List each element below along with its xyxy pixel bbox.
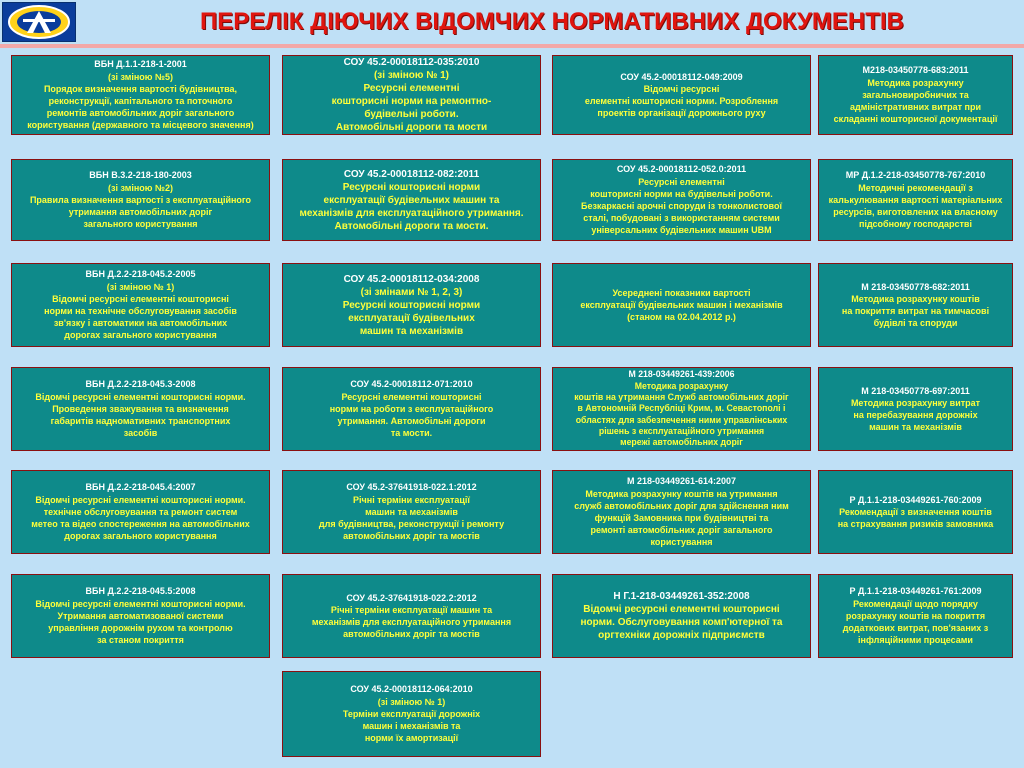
document-description-line: інфляційними процесами (858, 635, 973, 646)
document-description-line: областях для забезпечення ними управлінських (575, 414, 788, 425)
document-card (282, 671, 541, 757)
document-code: ВБН Д.2.2-218-045.4:2007 (85, 482, 196, 493)
document-card (552, 470, 811, 554)
document-description-line: Ресурсні елементні (638, 176, 725, 187)
document-description-line: Правила визначення вартості з експлуатаційного (29, 194, 252, 205)
document-code: СОУ 45.2-37641918-022.1:2012 (346, 482, 477, 493)
document-description-line: Методика розрахунку коштів (851, 293, 980, 304)
document-code: М218-03450778-683:2011 (862, 65, 969, 76)
document-description-line: Рекомендації щодо порядку (853, 598, 978, 609)
document-description-line: Відомчі ресурсні елементні кошторисні норми. (35, 598, 246, 609)
document-code: М 218-03449261-614:2007 (626, 476, 737, 487)
document-card (818, 574, 1013, 658)
document-description-line: будівельні роботи. (364, 109, 459, 120)
document-card (11, 470, 270, 554)
document-description-line: та мости. (390, 428, 433, 439)
document-code: Р Д.1.1-218-03449261-760:2009 (849, 494, 982, 505)
document-code: СОУ 45.2-00018112-064:2010 (350, 684, 473, 695)
document-card (552, 55, 811, 135)
document-description-line: універсальних будівельних машин UBM (591, 225, 772, 236)
document-description-line: дорогах загального користування (64, 330, 217, 341)
document-description-line: розрахунку коштів на покриття (845, 610, 986, 621)
document-description-line: загальновиробничих та (862, 89, 969, 100)
document-description-line: (зі зміною №2) (107, 182, 174, 193)
document-description-line: на перебазування дорожніх (853, 410, 978, 420)
document-description-line: Порядок визначення вартості будівництва, (43, 83, 238, 94)
document-description-line: експлуатації будівельних (348, 312, 475, 324)
document-card (11, 574, 270, 658)
document-description-line: Автомобільні дороги та мости (335, 122, 488, 133)
document-description-line: норми на роботи з експлуатаційного (329, 403, 494, 414)
document-description-line: за станом покриття (97, 635, 184, 646)
document-card (818, 55, 1013, 135)
document-description-line: механізмів для експлуатаційного утримання. (299, 207, 524, 219)
document-code: СОУ 45.2-00018112-034:2008 (343, 273, 480, 285)
document-card (552, 367, 811, 451)
document-description-line: Відомчі ресурсні елементні кошторисні (52, 293, 229, 304)
document-code: СОУ 45.2-00018112-082:2011 (343, 168, 480, 180)
document-code: ВБН Д.2.2-218-045.2-2005 (85, 269, 196, 280)
document-description-line: Ресурсні кошторисні норми (342, 299, 481, 311)
document-description-line: (зі зміною № 1) (106, 281, 175, 292)
document-card (818, 159, 1013, 241)
document-description-line: Терміни експлуатації дорожніх (342, 708, 481, 719)
document-description-line: Відомчі ресурсні (643, 83, 720, 94)
document-description-line: Утримання автоматизованої системи (57, 610, 224, 621)
document-description-line: Усереднені показники вартості (612, 287, 751, 298)
document-description-line: додаткових витрат, пов'язаних з (842, 623, 989, 634)
document-code: М 218-03450778-697:2011 (861, 385, 970, 396)
document-description-line: користування (державного та місцевого значення) (27, 120, 254, 131)
document-description-line: Методика розрахунку витрат (850, 397, 981, 408)
document-code: Н Г.1-218-03449261-352:2008 (613, 591, 750, 602)
document-description-line: Методика розрахунку (867, 77, 964, 88)
document-card (552, 263, 811, 347)
document-description-line: ремонті автомобільних доріг загального (590, 525, 773, 536)
document-code: СОУ 45.2-00018112-071:2010 (350, 379, 473, 390)
document-description-line: Відомчі ресурсні елементні кошторисні (583, 604, 780, 615)
document-description-line: коштів на утримання Служб автомобільних доріг (574, 391, 789, 402)
document-description-line: Ресурсні кошторисні норми (342, 181, 481, 193)
document-card (552, 574, 811, 658)
document-card (282, 470, 541, 554)
document-description-line: автомобільних доріг та мостів (343, 629, 480, 640)
document-description-line: реконструкції, капітального та поточного (48, 96, 233, 106)
document-code: М 218-03449261-439:2006 (628, 369, 735, 380)
document-description-line: норми. Обслуговування комп'ютерної та (580, 617, 783, 628)
document-description-line: (зі зміною № 1) (377, 696, 446, 707)
document-description-line: Ресурсні елементні кошторисні (341, 391, 482, 402)
document-card (282, 55, 541, 135)
document-description-line: утримання. Автомобільні дороги (337, 416, 486, 427)
document-description-line: в Автономній Республіці Крим, м. Севастополі і (577, 403, 786, 414)
document-card (282, 159, 541, 241)
document-description-line: управління дорожнім рухом та контролю (48, 623, 233, 634)
document-card (282, 263, 541, 347)
document-description-line: (зі змінами № 1, 2, 3) (360, 286, 463, 298)
document-description-line: машин та механізмів (869, 422, 962, 433)
document-card (282, 574, 541, 658)
document-description-line: норми на технічне обслуговування засобів (44, 306, 237, 316)
document-description-line: проектів організації дорожнього руху (597, 108, 766, 119)
document-description-line: експлуатації будівельних машин та (323, 194, 500, 206)
document-description-line: елементні кошторисні норми. Розроблення (584, 96, 779, 106)
document-code: М 218-03450778-682:2011 (861, 281, 970, 292)
document-description-line: рішень з експлуатаційного утримання (598, 426, 765, 437)
document-description-line: автомобільних доріг та мостів (343, 531, 480, 542)
document-card (11, 55, 270, 135)
document-description-line: складанні кошторисної документації (833, 114, 998, 125)
document-description-line: машин і механізмів та (362, 721, 461, 732)
document-card (11, 263, 270, 347)
document-description-line: Автомобільні дороги та мости. (334, 220, 489, 232)
document-description-line: машин та механізмів (359, 325, 464, 337)
document-description-line: служб автомобільних доріг для здійснення ним (574, 500, 789, 511)
document-description-line: Річні терміни експлуатації (353, 494, 470, 505)
document-description-line: кошторисні норми на будівельні роботи. (590, 188, 773, 199)
document-description-line: будівлі та споруди (873, 318, 958, 329)
document-description-line: (зі зміною № 1) (373, 70, 450, 81)
document-description-line: утримання автомобільних доріг (68, 207, 213, 218)
document-description-line: (зі зміною №5) (107, 71, 174, 82)
document-code: МР Д.1.2-218-03450778-767:2010 (845, 170, 986, 181)
document-description-line: Відомчі ресурсні елементні кошторисні норми. (35, 391, 246, 402)
document-description-line: механізмів для експлуатаційного утримання (311, 617, 512, 627)
document-code: ВБН Д.2.2-218-045.3-2008 (85, 379, 196, 390)
document-description-line: Безкаркасні арочні споруди із тонколистової (580, 201, 783, 211)
document-description-line: Методика розрахунку коштів на утримання (585, 488, 778, 499)
document-description-line: адміністративних витрат при (849, 102, 982, 113)
document-card (552, 159, 811, 241)
document-description-line: Ресурсні елементні (363, 83, 460, 94)
document-description-line: засобів (123, 428, 158, 439)
document-card (11, 367, 270, 451)
document-description-line: для будівництва, реконструкції і ремонту (318, 519, 505, 530)
document-description-line: мережі автомобільних доріг (620, 437, 743, 448)
document-description-line: функцій Замовника при будівництві та (594, 513, 769, 523)
document-description-line: Річні терміни експлуатації машин та (330, 604, 493, 615)
header-divider (0, 44, 1024, 48)
road-agency-logo-icon (2, 2, 76, 42)
document-code: ВБН Д.1.1-218-1-2001 (94, 59, 187, 70)
document-description-line: оргтехніки дорожніх підприємств (598, 630, 765, 641)
document-code: Р Д.1.1-218-03449261-761:2009 (849, 586, 982, 597)
document-description-line: на покриття витрат на тимчасові (841, 306, 990, 316)
document-description-line: Рекомендації з визначення коштів (839, 506, 992, 517)
document-description-line: норми їх амортизації (364, 733, 459, 744)
document-card (818, 367, 1013, 451)
document-description-line: користування (650, 537, 713, 548)
document-description-line: сталі, побудовані з використанням системи (583, 213, 780, 224)
document-description-line: технічне обслуговування та ремонт систем (43, 506, 238, 517)
document-card (818, 263, 1013, 347)
document-description-line: дорогах загального користування (64, 531, 217, 542)
document-description-line: калькулювання вартості матеріальних (828, 194, 1003, 205)
document-code: ВБН Д.2.2-218-045.5:2008 (85, 586, 196, 597)
document-code: ВБН В.3.2-218-180-2003 (89, 170, 192, 181)
header (0, 0, 1024, 44)
document-description-line: на страхування ризиків замовника (837, 519, 994, 530)
document-code: СОУ 45.2-00018112-035:2010 (343, 57, 480, 68)
page-title: ПЕРЕЛІК ДІЮЧИХ ВІДОМЧИХ НОРМАТИВНИХ ДОКУМЕНТІВ (200, 8, 904, 35)
document-card (818, 470, 1013, 554)
document-description-line: габаритів надномативних транспортних (50, 416, 231, 427)
document-description-line: загального користування (83, 219, 198, 230)
document-card (11, 159, 270, 241)
document-description-line: Методичні рекомендації з (858, 182, 973, 193)
document-code: СОУ 45.2-37641918-022.2:2012 (346, 592, 477, 603)
document-description-line: зв'язку і автоматики на автомобільних (53, 318, 228, 329)
document-description-line: (станом на 02.04.2012 р.) (627, 312, 736, 323)
document-description-line: кошторисні норми на ремонтно- (331, 96, 492, 107)
document-description-line: підсобному господарстві (859, 219, 972, 230)
document-description-line: машин та механізмів (365, 506, 458, 517)
document-description-line: Проведення зважування та визначення (52, 403, 229, 414)
document-description-line: ремонтів автомобільних доріг загального (46, 108, 235, 119)
document-description-line: Методика розрахунку (634, 380, 729, 391)
document-code: СОУ 45.2-00018112-052.0:2011 (616, 164, 747, 175)
document-description-line: ресурсів, виготовлених на власному (833, 207, 998, 218)
document-description-line: експлуатації будівельних машин і механізмів (580, 299, 783, 310)
document-description-line: метео та відео спостереження на автомобільних (31, 519, 250, 530)
document-code: СОУ 45.2-00018112-049:2009 (620, 71, 743, 82)
document-card (282, 367, 541, 451)
document-description-line: Відомчі ресурсні елементні кошторисні норми. (35, 494, 246, 505)
